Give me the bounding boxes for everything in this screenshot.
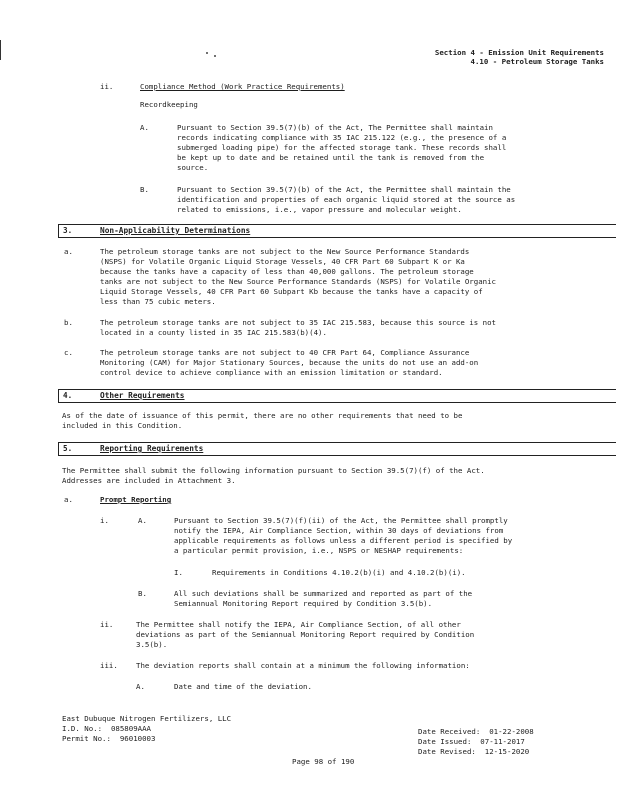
scan-speck [214,55,216,57]
item-ii-B-line: related to emissions, i.e., vapor pressure and molecular weight. [177,205,462,214]
recordkeeping-subtitle: Recordkeeping [140,100,198,109]
item-ii-report-line: The Permittee shall notify the IEPA, Air Compliance Section, of all other [136,620,461,629]
footer-id-number: I.D. No.: 085809AAA [62,724,151,733]
item-i-A-label: A. [138,516,147,525]
item-ii-A-line: submerged loading pipe) for the affected storage tank. These records shall [177,143,507,152]
section-3-c-line: control device to achieve compliance with an emission limitation or standard. [100,368,443,377]
section-5-intro-line: Addresses are included in Attachment 3. [62,476,236,485]
footer-page-number: Page 98 of 190 [292,757,355,766]
item-iii-text: The deviation reports shall contain at a minimum the following information: [136,661,470,670]
prompt-reporting-title: Prompt Reporting [100,495,172,504]
section-3-number: 3. [63,226,73,235]
item-i-A-line: a particular permit provision, i.e., NSPS or NESHAP requirements: [174,546,464,555]
scan-speck [206,52,208,54]
footer-date-issued: Date Issued: 07-11-2017 [418,737,525,746]
item-i-A-I-text: Requirements in Conditions 4.10.2(b)(i) and 4.10.2(b)(i). [212,568,466,577]
item-i-A-I-label: I. [174,568,183,577]
section-3-b-label: b. [64,318,73,327]
section-4-header [58,389,616,403]
item-ii-A-line: source. [177,163,209,172]
section-3-header [58,224,616,238]
section-3-c-line: Monitoring (CAM) for Major Stationary Sources, because the units do not use an add-on [100,358,479,367]
section-4-line: As of the date of issuance of this permit, there are no other requirements that need to be [62,411,463,420]
margin-mark [0,40,1,60]
footer-date-received: Date Received: 01-22-2008 [418,727,534,736]
section-3-a-label: a. [64,247,73,256]
section-3-c-label: c. [64,348,73,357]
item-ii-A-label: A. [140,123,149,132]
section-4-line: included in this Condition. [62,421,183,430]
section-3-a-line: tanks are not subject to the New Source Performance Standards (NSPS) for Volatile Organic [100,277,497,286]
section-3-b-line: The petroleum storage tanks are not subject to 35 IAC 215.583, because this source is not [100,318,497,327]
section-3-a-line: (NSPS) for Volatile Organic Liquid Storage Vessels, 40 CFR Part 60 Subpart K or Ka [100,257,465,266]
section-3-a-line: Liquid Storage Vessels, 40 CFR Part 60 Subpart Kb because the tanks have a capacity of [100,287,483,296]
item-ii-A-line: records indicating compliance with 35 IAC 215.122 (e.g., the presence of a [177,133,507,142]
item-i-B-label: B. [138,589,147,598]
section-3-b-line: located in a county listed in 35 IAC 215.583(b)(4). [100,328,327,337]
item-i-B-line: All such deviations shall be summarized and reported as part of the [174,589,473,598]
section-4-title: Other Requirements [100,391,185,400]
item-i-B-line: Semiannual Monitoring Report required by Condition 3.5(b). [174,599,433,608]
item-iii-A-text: Date and time of the deviation. [174,682,312,691]
section-5-intro-line: The Permittee shall submit the following information pursuant to Section 39.5(7)(f) of the Act. [62,466,485,475]
footer-permit-number: Permit No.: 96010003 [62,734,156,743]
item-iii-A-label: A. [136,682,145,691]
footer-company: East Dubuque Nitrogen Fertilizers, LLC [62,714,232,723]
item-i-number: i. [100,516,109,525]
item-ii-report-line: deviations as part of the Semiannual Monitoring Report required by Condition [136,630,475,639]
section-5-a-label: a. [64,495,73,504]
item-i-A-line: notify the IEPA, Air Compliance Section, within 30 days of deviations from [174,526,504,535]
item-i-A-line: Pursuant to Section 39.5(7)(f)(ii) of the Act, the Permittee shall promptly [174,516,508,525]
item-ii-number: ii. [100,82,114,91]
item-i-A-line: applicable requirements as follows unless a different period is specified by [174,536,513,545]
section-3-a-line: The petroleum storage tanks are not subject to the New Source Performance Standards [100,247,470,256]
section-3-title: Non-Applicability Determinations [100,226,251,235]
item-iii-number: iii. [100,661,118,670]
section-5-header [58,442,616,456]
item-ii-B-line: identification and properties of each organic liquid stored at the source as [177,195,516,204]
section-5-number: 5. [63,444,73,453]
item-ii-B-line: Pursuant to Section 39.5(7)(b) of the Act, the Permittee shall maintain the [177,185,511,194]
header-section-title: Section 4 - Emission Unit Requirements [434,48,604,57]
section-3-c-line: The petroleum storage tanks are not subject to 40 CFR Part 64, Compliance Assurance [100,348,470,357]
section-5-title: Reporting Requirements [100,444,204,453]
header-subsection-title: 4.10 - Petroleum Storage Tanks [470,57,604,66]
item-ii-report-line: 3.5(b). [136,640,168,649]
item-ii-report-number: ii. [100,620,114,629]
item-ii-B-label: B. [140,185,149,194]
section-3-a-line: because the tanks have a capacity of less than 40,000 gallons. The petroleum storage [100,267,474,276]
section-3-a-line: less than 75 cubic meters. [100,297,216,306]
item-ii-A-line: be kept up to date and be retained until the tank is removed from the [177,153,485,162]
item-ii-title: Compliance Method (Work Practice Requirements) [140,82,345,91]
footer-date-revised: Date Revised: 12-15-2020 [418,747,530,756]
section-4-number: 4. [63,391,73,400]
item-ii-A-line: Pursuant to Section 39.5(7)(b) of the Act, The Permittee shall maintain [177,123,493,132]
